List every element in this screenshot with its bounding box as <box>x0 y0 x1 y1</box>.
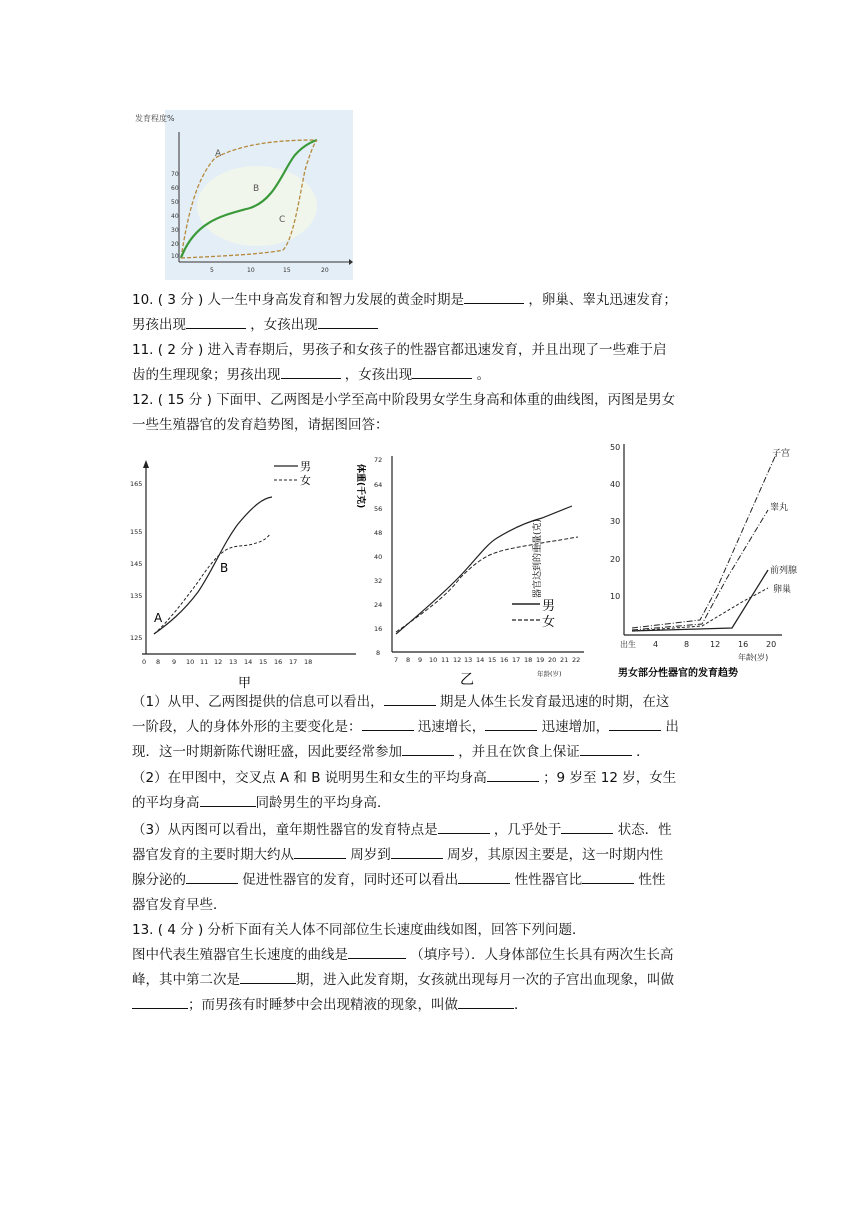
answer-blank[interactable] <box>464 289 524 304</box>
ytick: 72 <box>374 456 383 464</box>
q12-1-text: 一阶段，人的身体外形的主要变化是： <box>132 719 362 735</box>
q12-3-text: 器官发育的主要时期大约从 <box>132 847 294 863</box>
xtick: 8 <box>406 656 411 664</box>
ytick: 145 <box>130 560 143 568</box>
question-10 <box>132 288 752 338</box>
ytick: 70 <box>171 171 179 178</box>
ytick: 135 <box>130 592 143 600</box>
answer-blank[interactable] <box>458 869 510 884</box>
q12-2-text: ；9 岁至 12 岁，女生 <box>543 770 677 786</box>
label-uterus: 子宫 <box>772 449 791 459</box>
chart-title: 男女部分性器官的发育趋势 <box>618 668 738 679</box>
chart-xlabel: 年龄(岁) <box>738 653 769 662</box>
q12-2-text: （2）在甲图中，交叉点 A 和 B 说明男生和女生的平均身高 <box>132 770 487 786</box>
answer-blank[interactable] <box>348 944 406 959</box>
label-testis: 睾丸 <box>770 503 789 513</box>
q11-text: 。 <box>476 367 491 383</box>
xtick: 16 <box>274 658 283 666</box>
ytick: 60 <box>171 185 179 192</box>
ytick: 50 <box>610 443 621 452</box>
q12-3-text: 性性器官比 <box>514 872 583 888</box>
q12-text: 一些生殖器官的发育趋势图，请据图回答： <box>132 417 389 433</box>
question-12-1 <box>132 690 752 765</box>
answer-blank[interactable] <box>294 844 346 859</box>
xtick: 出生 <box>620 640 636 649</box>
ytick: 50 <box>171 199 179 206</box>
answer-blank[interactable] <box>240 969 296 984</box>
xtick: 9 <box>172 658 177 666</box>
label-ovary: 卵巢 <box>773 585 792 595</box>
xtick: 18 <box>524 656 533 664</box>
xtick: 0 <box>142 658 147 666</box>
xtick: 15 <box>259 658 268 666</box>
xtick: 12 <box>453 656 462 664</box>
answer-blank[interactable] <box>609 716 661 731</box>
q13-text: 13. ( 4 分 ) 分析下面有关人体不同部位生长速度曲线如图，回答下列问题． <box>132 922 586 938</box>
q12-1-text: ，并且在饮食上保证 <box>458 744 580 760</box>
ytick: 24 <box>374 601 383 609</box>
ytick: 125 <box>130 634 143 642</box>
q12-1-text: 迅速增加， <box>541 719 610 735</box>
q11-text: 11. ( 2 分 ) 进入青春期后，男孩子和女孩子的性器官都迅速发育，并且出现了一些难于启 <box>132 342 667 358</box>
answer-blank[interactable] <box>186 314 246 329</box>
female-curve <box>154 534 270 634</box>
development-figure <box>135 110 353 280</box>
ytick: 30 <box>610 517 621 526</box>
answer-blank[interactable] <box>132 994 188 1009</box>
xtick: 22 <box>572 656 581 664</box>
ytick: 40 <box>374 553 383 561</box>
answer-blank[interactable] <box>485 716 537 731</box>
ytick: 10 <box>610 592 621 601</box>
q12-3-text: （3）从丙图可以看出，童年期性器官的发育特点是 <box>132 822 438 838</box>
chart-ylabel: 器官达到的重量(克) <box>533 518 543 598</box>
chart-caption: 乙 <box>460 672 474 688</box>
ytick: 10 <box>171 253 179 260</box>
curve-label: C <box>279 215 286 225</box>
xtick: 13 <box>229 658 238 666</box>
answer-blank[interactable] <box>200 792 256 807</box>
xtick: 9 <box>418 656 423 664</box>
xtick: 20 <box>766 640 777 649</box>
ytick: 48 <box>374 529 383 537</box>
q13-text: ． <box>514 997 528 1013</box>
q12-1-text: 出 <box>665 719 679 735</box>
height-chart-jia <box>128 452 360 691</box>
xtick: 11 <box>441 656 450 664</box>
label-prostate: 前列腺 <box>770 566 798 576</box>
answer-blank[interactable] <box>281 364 341 379</box>
answer-blank[interactable] <box>402 741 454 756</box>
answer-blank[interactable] <box>391 844 443 859</box>
legend-male: 男 <box>300 460 311 473</box>
q12-3-text: 腺分泌的 <box>132 872 186 888</box>
q12-3-text: ，几乎处于 <box>493 822 562 838</box>
testis-curve <box>632 510 768 630</box>
answer-blank[interactable] <box>384 691 436 706</box>
uterus-curve <box>632 452 777 628</box>
xtick: 10 <box>247 267 255 274</box>
answer-blank[interactable] <box>318 314 378 329</box>
question-12 <box>132 388 752 438</box>
xtick: 12 <box>710 640 721 649</box>
xtick: 16 <box>738 640 749 649</box>
chart-caption: 甲 <box>238 676 252 691</box>
xtick: 14 <box>476 656 485 664</box>
xtick: 17 <box>512 656 521 664</box>
q12-1-text: （1）从甲、乙两图提供的信息可以看出， <box>132 694 384 710</box>
q12-1-text: 迅速增长， <box>417 719 486 735</box>
ytick: 155 <box>130 528 143 536</box>
xtick: 4 <box>653 640 659 649</box>
ytick: 56 <box>374 505 383 513</box>
xtick: 15 <box>488 656 497 664</box>
xtick: 8 <box>156 658 161 666</box>
prostate-curve <box>632 570 768 631</box>
q11-text: 齿的生理现象；男孩出现 <box>132 367 281 383</box>
answer-blank[interactable] <box>561 819 613 834</box>
xtick: 20 <box>548 656 557 664</box>
answer-blank[interactable] <box>458 994 514 1009</box>
ytick: 40 <box>610 480 621 489</box>
q12-1-text: ． <box>636 744 650 760</box>
chart-xlabel: 年龄(岁) <box>537 670 562 678</box>
question-12-3 <box>132 818 752 918</box>
ytick: 64 <box>374 481 383 489</box>
xtick: 17 <box>289 658 298 666</box>
answer-blank[interactable] <box>362 716 414 731</box>
ytick: 20 <box>610 555 621 564</box>
answer-blank[interactable] <box>412 364 472 379</box>
q12-1-text: 期是人体生长发育最迅速的时期，在这 <box>439 694 670 710</box>
q12-1-text: 现．这一时期新陈代谢旺盛，因此要经常参加 <box>132 744 402 760</box>
answer-blank[interactable] <box>438 819 490 834</box>
xtick: 16 <box>500 656 509 664</box>
xtick: 8 <box>684 640 690 649</box>
q10-text: ，女孩出现 <box>250 317 318 333</box>
xtick: 13 <box>464 656 473 664</box>
xtick: 15 <box>283 267 291 274</box>
weight-chart-yi <box>352 450 597 688</box>
male-curve <box>154 497 272 634</box>
legend-male: 男 <box>542 599 556 614</box>
answer-blank[interactable] <box>580 741 632 756</box>
answer-blank[interactable] <box>186 869 238 884</box>
q12-3-text: 周岁到 <box>350 847 391 863</box>
point-a-label: A <box>154 611 163 625</box>
ytick: 40 <box>171 213 179 220</box>
xtick: 5 <box>210 267 214 274</box>
q12-3-text: 促进性器官的发育，同时还可以看出 <box>242 872 459 888</box>
question-13 <box>132 918 752 1018</box>
curve-label: A <box>215 149 222 159</box>
q12-text: 12. ( 15 分 ) 下面甲、乙两图是小学至高中阶段男女学生身高和体重的曲线图，丙图是男女 <box>132 392 676 408</box>
xtick: 12 <box>214 658 223 666</box>
q12-3-text: 器官发育早些． <box>132 897 227 913</box>
xtick: 10 <box>429 656 438 664</box>
answer-blank[interactable] <box>487 767 539 782</box>
xtick: 21 <box>560 656 569 664</box>
legend-female: 女 <box>542 615 556 630</box>
xtick: 20 <box>321 267 329 274</box>
ytick: 30 <box>171 227 179 234</box>
ytick: 16 <box>374 625 383 633</box>
figure-ylabel: 发育程度% <box>135 114 175 123</box>
q12-2-text: 同龄男生的平均身高． <box>255 795 391 811</box>
q12-3-text: 状态．性 <box>617 822 672 838</box>
q10-text: 男孩出现 <box>132 317 186 333</box>
xtick: 10 <box>186 658 195 666</box>
ytick: 32 <box>374 577 383 585</box>
ytick: 20 <box>171 241 179 248</box>
xtick: 19 <box>536 656 545 664</box>
chart-ylabel: 体重(千克) <box>355 464 365 509</box>
q13-text: 期，进入此发育期，女孩就出现每月一次的子宫出血现象，叫做 <box>296 972 674 988</box>
q13-text: 峰，其中第二次是 <box>132 972 240 988</box>
xtick: 7 <box>394 656 399 664</box>
ytick: 8 <box>376 649 381 657</box>
q13-text: ；而男孩有时睡梦中会出现精液的现象，叫做 <box>188 997 458 1013</box>
xtick: 11 <box>200 658 209 666</box>
q10-text: ，卵巢、睾丸迅速发育； <box>528 292 677 308</box>
xtick: 18 <box>304 658 313 666</box>
q13-text: 图中代表生殖器官生长速度的曲线是 <box>132 947 348 963</box>
xtick: 14 <box>244 658 253 666</box>
q10-text: 10. ( 3 分 ) 人一生中身高发育和智力发展的黄金时期是 <box>132 292 465 308</box>
q12-3-text: 周岁，其原因主要是，这一时期内性 <box>447 847 664 863</box>
answer-blank[interactable] <box>582 869 634 884</box>
q12-2-text: 的平均身高 <box>132 795 200 811</box>
ytick: 165 <box>130 480 143 488</box>
question-12-2 <box>132 766 752 816</box>
q11-text: ，女孩出现 <box>344 367 413 383</box>
q13-text: （填序号）．人身体部位生长具有两次生长高 <box>410 947 674 963</box>
legend-female: 女 <box>300 474 311 487</box>
point-b-label: B <box>220 561 229 575</box>
curve-label: B <box>253 184 260 194</box>
question-11 <box>132 338 752 388</box>
q12-3-text: 性性 <box>638 872 666 888</box>
